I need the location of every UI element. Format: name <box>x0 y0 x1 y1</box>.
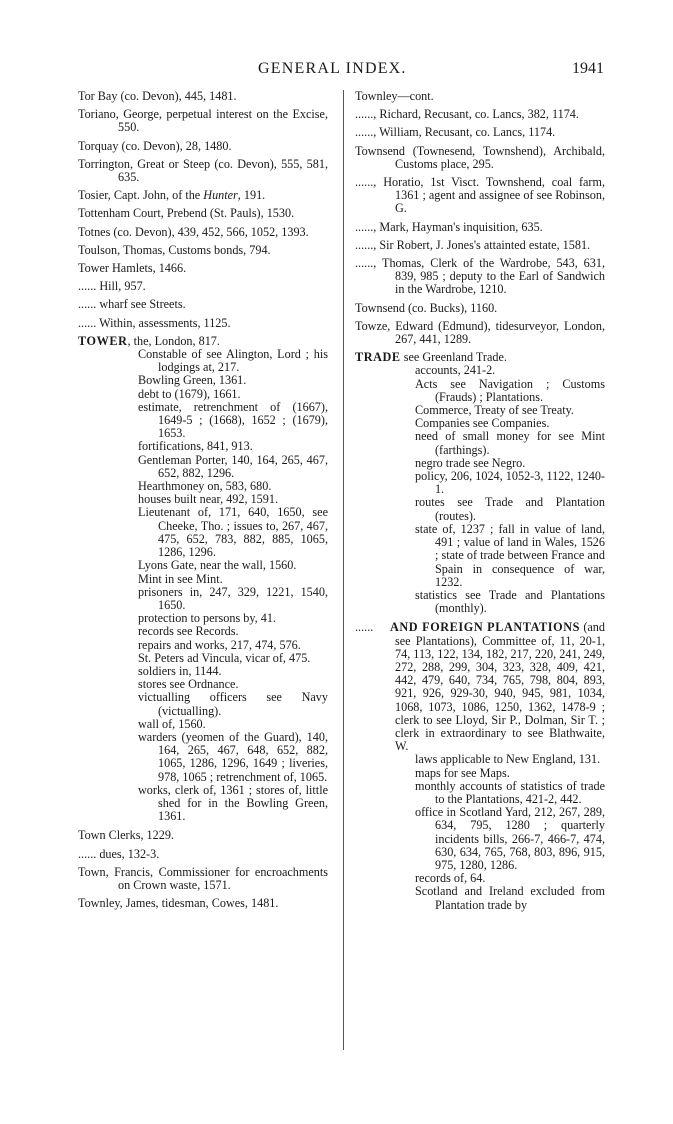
index-entry: Town, Francis, Commissioner for encroachments on Crown waste, 1571. <box>78 864 328 892</box>
index-entry: Toriano, George, perpetual interest on the Excise, 550. <box>78 107 328 135</box>
index-subentry: maps for see Maps. <box>415 765 510 780</box>
index-subentry: Gentleman Porter, 140, 164, 265, 467, 652, 882, 1296. <box>138 452 328 480</box>
index-subentry: state of, 1237 ; fall in value of land, 491 ; value of land in Wales, 1526 ; state of trade between France and Spain in consequence of war, 1232. <box>415 521 605 589</box>
index-subentry: ......, Horatio, 1st Visct. Townshend, coal farm, 1361 ; agent and assignee of see Robinson, G. <box>355 175 605 216</box>
index-subentry: ......, Sir Robert, J. Jones's attainted estate, 1581. <box>355 237 591 252</box>
index-subentry: Scotland and Ireland excluded from Plantation trade by <box>415 884 605 912</box>
index-subentry: houses built near, 492, 1591. <box>138 492 278 507</box>
index-entry: Tosier, Capt. John, of the Hunter, 191. <box>78 188 266 203</box>
index-subentry: estimate, retrenchment of (1667), 1649-5 ; (1668), 1652 ; (1679), 1653. <box>138 399 328 441</box>
index-subentry: Lieutenant of, 171, 640, 1650, see Cheeke, Tho. ; issues to, 267, 467, 475, 652, 783, 882, 885, 1065, 1286, 1296. <box>138 505 328 560</box>
index-entry: Townsend (Townesend, Townshend), Archibald, Customs place, 295. <box>355 143 605 171</box>
index-subentry: Mint in see Mint. <box>138 571 223 586</box>
trade-plantations-subentries <box>355 753 605 911</box>
tower-subentries <box>78 348 328 823</box>
index-subentry: repairs and works, 217, 474, 576. <box>138 637 301 652</box>
index-entry: Townley, James, tidesman, Cowes, 1481. <box>78 896 279 911</box>
index-subentry: ...... dues, 132-3. <box>78 846 160 861</box>
index-subentry: laws applicable to New England, 131. <box>415 752 601 767</box>
index-entry: Town Clerks, 1229. <box>78 828 174 843</box>
index-subentry: protection to persons by, 41. <box>138 611 276 626</box>
index-subentry: St. Peters ad Vincula, vicar of, 475. <box>138 650 311 665</box>
index-subentry: need of small money for see Mint (farthings). <box>415 429 605 457</box>
index-heading: TOWER, the, London, 817. <box>78 333 220 348</box>
index-entry: Towze, Edward (Edmund), tidesurveyor, London, 267, 441, 1289. <box>355 318 605 347</box>
index-subentry: policy, 206, 1024, 1052-3, 1122, 1240-1. <box>415 469 605 497</box>
page-title: GENERAL INDEX. <box>258 60 407 77</box>
index-subentry: wall of, 1560. <box>138 716 206 731</box>
index-subentry: Bowling Green, 1361. <box>138 373 247 388</box>
left-column <box>78 90 328 915</box>
index-entry: Totnes (co. Devon), 439, 452, 566, 1052, 1393. <box>78 224 309 239</box>
index-subentry: routes see Trade and Plantation (routes). <box>415 495 605 523</box>
index-subentry: accounts, 241-2. <box>415 363 496 378</box>
index-subentry: office in Scotland Yard, 212, 267, 289, 634, 795, 1280 ; quarterly incidents bills, 266-7, 466-7, 474, 630, 634, 765, 768, 803, 896, 915, 975, 1280, 1286. <box>415 805 605 872</box>
trade-subentries <box>355 364 605 615</box>
index-subentry: victualling officers see Navy (victualling). <box>138 690 328 718</box>
index-entry: Tor Bay (co. Devon), 445, 1481. <box>78 89 237 103</box>
index-subentry: ......, William, Recusant, co. Lancs, 1174. <box>355 125 556 140</box>
right-column <box>355 90 605 918</box>
tower-entry <box>78 335 328 824</box>
index-subentry: records see Records. <box>138 624 239 639</box>
index-subentry: statistics see Trade and Plantations (monthly). <box>415 587 605 616</box>
index-subentry: ......, Mark, Hayman's inquisition, 635. <box>355 219 543 234</box>
index-subentry: prisoners in, 247, 329, 1221, 1540, 1650. <box>138 584 328 612</box>
index-entry: Townsend (co. Bucks), 1160. <box>355 300 498 315</box>
index-heading: ...... AND FOREIGN PLANTATIONS (and see Plantations), Committee of, 11, 20-1, 74, 113, 122, 134, 182, 217, 220, 241, 249, 272, 288, 299, 304, 323, 328, 409, 421, 442, 479, 640, 734, 765, 798, 804, 893, 921, 926, 929-30, 940, 945, 981, 1034, 1068, 1073, 1086, 1250, 1362, 1478-9 ; clerk to see Lloyd, Sir P., Dolman, Sir T. ; clerk in extraordinary to see Blathwaite, W. <box>355 620 605 754</box>
index-entry: Torquay (co. Devon), 28, 1480. <box>78 138 232 153</box>
index-subentry: ...... wharf see Streets. <box>78 297 186 312</box>
index-subentry: debt to (1679), 1661. <box>138 386 241 401</box>
page-header <box>0 54 673 84</box>
index-subentry: Hearthmoney on, 583, 680. <box>138 479 272 494</box>
index-entry: Townley—cont. <box>355 89 434 103</box>
trade-entry <box>355 351 605 615</box>
index-subentry: monthly accounts of statistics of trade to the Plantations, 421-2, 442. <box>415 778 605 806</box>
index-subentry: ...... Within, assessments, 1125. <box>78 315 231 330</box>
index-heading: TRADE see Greenland Trade. <box>355 350 507 365</box>
index-subentry: ......, Thomas, Clerk of the Wardrobe, 543, 631, 839, 985 ; deputy to the Earl of Sandwich in the Wardrobe, 1210. <box>355 256 605 297</box>
index-subentry: soldiers in, 1144. <box>138 663 222 678</box>
index-entry: Torrington, Great or Steep (co. Devon), 555, 581, 635. <box>78 156 328 185</box>
index-subentry: warders (yeomen of the Guard), 140, 164, 265, 467, 648, 652, 882, 1065, 1286, 1296, 1649 ; liveries, 978, 1065 ; retrenchment of, 1065. <box>138 729 328 784</box>
index-subentry: Companies see Companies. <box>415 416 550 431</box>
index-subentry: ...... Hill, 957. <box>78 279 146 294</box>
page-number: 1941 <box>572 60 604 77</box>
column-divider <box>343 90 344 1050</box>
index-entry: Toulson, Thomas, Customs bonds, 794. <box>78 242 271 257</box>
index-subentry: Acts see Navigation ; Customs (Frauds) ; Plantations. <box>415 376 605 404</box>
index-subentry: stores see Ordnance. <box>138 677 239 692</box>
index-subentry: Commerce, Treaty of see Treaty. <box>415 403 574 418</box>
index-subentry: fortifications, 841, 913. <box>138 439 253 454</box>
index-subentry: Lyons Gate, near the wall, 1560. <box>138 558 297 573</box>
index-subentry: Constable of see Alington, Lord ; his lodgings at, 217. <box>138 347 328 375</box>
trade-plantations-entry <box>355 621 605 911</box>
index-subentry: ......, Richard, Recusant, co. Lancs, 382, 1174. <box>355 107 579 122</box>
index-entry: Tottenham Court, Prebend (St. Pauls), 1530. <box>78 206 295 221</box>
index-subentry: negro trade see Negro. <box>415 455 526 470</box>
index-subentry: records of, 64. <box>415 871 486 886</box>
index-subentry: works, clerk of, 1361 ; stores of, little shed for in the Bowling Green, 1361. <box>138 782 328 824</box>
index-entry: Tower Hamlets, 1466. <box>78 261 187 276</box>
